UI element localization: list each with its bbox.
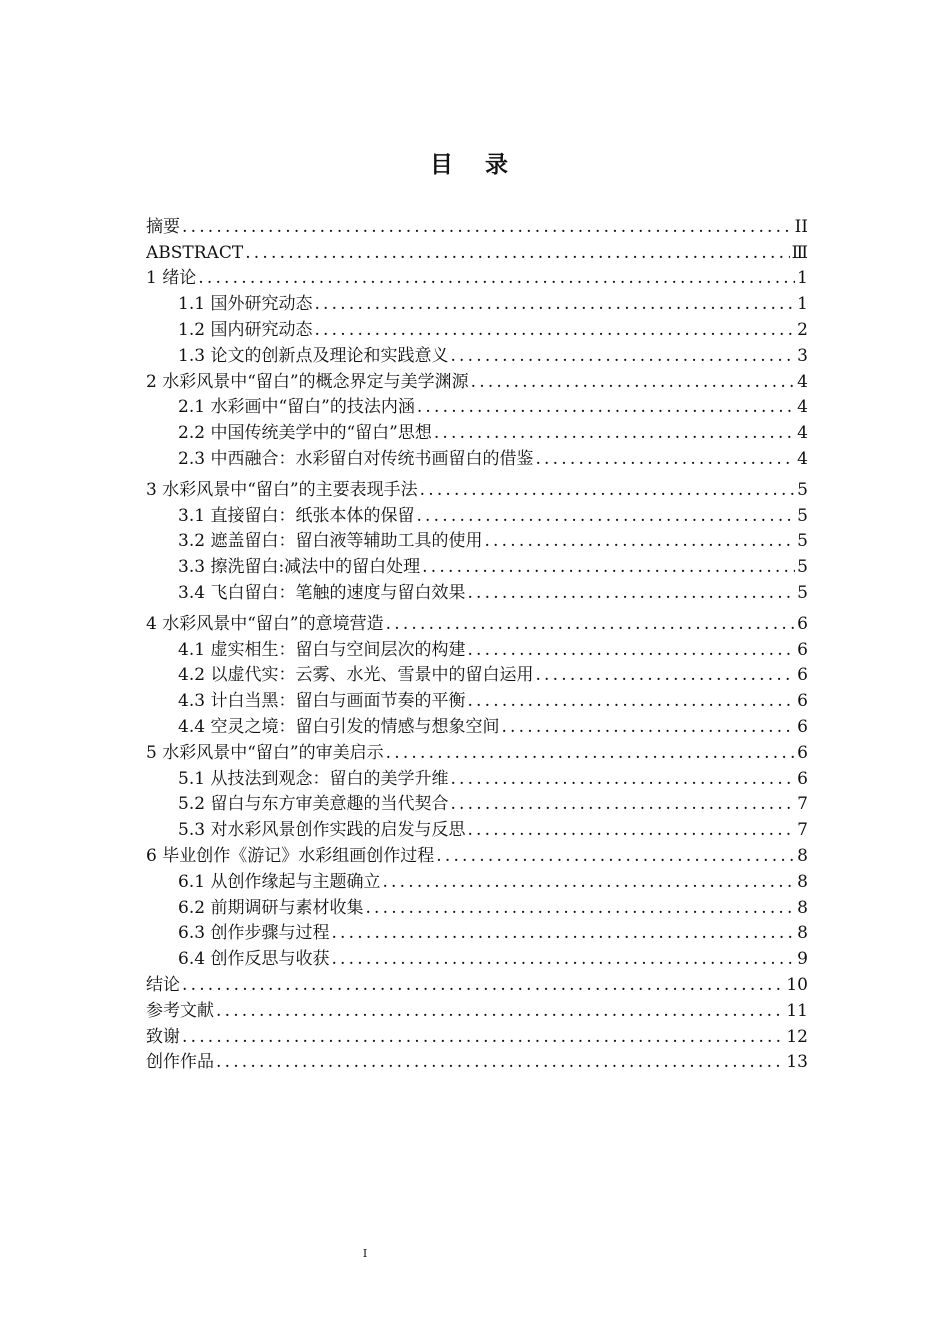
toc-entry-section-6-3[interactable]: [146, 919, 808, 945]
toc-entry-page: 6: [797, 742, 808, 763]
toc-entry-label: 3.3 擦洗留白:减法中的留白处理: [178, 557, 421, 578]
toc-entry-label: 3.1 直接留白：纸张本体的保留: [178, 505, 415, 526]
toc-entry-label: 结论: [146, 974, 180, 995]
toc-entry-chapter-3[interactable]: [146, 475, 808, 501]
toc-entry-section-6-1[interactable]: [146, 867, 808, 893]
table-of-contents: [146, 212, 808, 1073]
toc-entry-label: 5.2 留白与东方审美意趣的当代契合: [178, 794, 449, 815]
toc-entry-chapter-4[interactable]: [146, 609, 808, 635]
toc-leader-dots: [448, 768, 795, 790]
toc-entry-label: 摘要: [146, 216, 180, 237]
toc-entry-label: 2.2 中国传统美学中的“留白”思想: [178, 423, 432, 444]
toc-entry-abstract-en[interactable]: [146, 238, 808, 264]
toc-entry-page: 5: [797, 582, 808, 603]
toc-entry-label: 6.2 前期调研与素材收集: [178, 897, 364, 918]
toc-entry-page: 4: [797, 423, 808, 444]
toc-entry-label: 参考文献: [146, 1000, 214, 1021]
toc-entry-label: 5.1 从技法到观念：留白的美学升维: [178, 768, 449, 789]
toc-entry-section-3-1[interactable]: [146, 501, 808, 527]
toc-entry-label: 2.3 中西融合：水彩留白对传统书画留白的借鉴: [178, 448, 534, 469]
toc-entry-acknowledgements[interactable]: [146, 1022, 808, 1048]
toc-entry-chapter-5[interactable]: [146, 738, 808, 764]
toc-entry-page: 9: [797, 949, 808, 970]
toc-entry-section-1-2[interactable]: [146, 315, 808, 341]
toc-entry-label: 3 水彩风景中“留白”的主要表现手法: [146, 479, 418, 500]
toc-leader-dots: [465, 819, 795, 841]
toc-leader-dots: [384, 613, 796, 635]
toc-entry-label: 1 绪论: [146, 268, 197, 289]
toc-entry-section-6-4[interactable]: [146, 944, 808, 970]
toc-entry-label: 创作作品: [146, 1052, 214, 1073]
toc-entry-section-5-1[interactable]: [146, 764, 808, 790]
toc-entry-label: 3.2 遮盖留白：留白液等辅助工具的使用: [178, 531, 483, 552]
toc-leader-dots: [499, 716, 795, 738]
toc-entry-label: 6 毕业创作《游记》水彩组画创作过程: [146, 845, 435, 866]
toc-leader-dots: [469, 371, 796, 393]
toc-entry-page: Ⅲ: [791, 242, 808, 263]
toc-entry-page: 1: [797, 294, 808, 315]
toc-leader-dots: [329, 922, 795, 944]
toc-leader-dots: [533, 664, 795, 686]
toc-entry-section-2-3[interactable]: [146, 444, 808, 470]
toc-leader-dots: [414, 505, 795, 527]
toc-entry-label: 致谢: [146, 1026, 180, 1047]
toc-entry-artworks[interactable]: [146, 1048, 808, 1074]
toc-entry-section-1-1[interactable]: [146, 289, 808, 315]
toc-entry-section-3-3[interactable]: [146, 552, 808, 578]
toc-entry-label: 2.1 水彩画中“留白”的技法内涵: [178, 397, 415, 418]
toc-entry-section-2-1[interactable]: [146, 393, 808, 419]
toc-leader-dots: [482, 530, 795, 552]
toc-entry-references[interactable]: [146, 996, 808, 1022]
toc-leader-dots: [312, 319, 795, 341]
toc-entry-page: 4: [797, 448, 808, 469]
toc-entry-label: 4.1 虚实相生：留白与空间层次的构建: [178, 639, 466, 660]
toc-entry-page: 6: [797, 613, 808, 634]
toc-entry-abstract-cn[interactable]: [146, 212, 808, 238]
toc-entry-section-4-3[interactable]: [146, 686, 808, 712]
toc-leader-dots: [420, 556, 795, 578]
toc-entry-section-5-3[interactable]: [146, 815, 808, 841]
toc-entry-page: 6: [797, 768, 808, 789]
toc-entry-page: 5: [797, 531, 808, 552]
toc-entry-label: ABSTRACT: [146, 242, 244, 263]
toc-entry-chapter-6[interactable]: [146, 841, 808, 867]
toc-entry-label: 6.3 创作步骤与过程: [178, 923, 330, 944]
toc-entry-label: 4.3 计白当黑：留白与画面节奏的平衡: [178, 691, 466, 712]
toc-entry-page: 7: [797, 794, 808, 815]
toc-entry-page: 8: [797, 897, 808, 918]
toc-entry-section-3-4[interactable]: [146, 578, 808, 604]
toc-entry-page: 5: [797, 557, 808, 578]
toc-leader-dots: [432, 422, 795, 444]
toc-entry-section-1-3[interactable]: [146, 341, 808, 367]
toc-leader-dots: [214, 1000, 784, 1022]
toc-entry-page: 8: [797, 845, 808, 866]
toc-entry-label: 1.1 国外研究动态: [178, 294, 313, 315]
toc-entry-page: 12: [786, 1026, 808, 1047]
toc-entry-label: 1.2 国内研究动态: [178, 319, 313, 340]
page-title: 目 录: [429, 152, 520, 178]
toc-entry-page: II: [794, 216, 808, 237]
toc-entry-conclusion[interactable]: [146, 970, 808, 996]
toc-entry-section-4-1[interactable]: [146, 635, 808, 661]
toc-leader-dots: [329, 948, 795, 970]
toc-entry-page: 4: [797, 371, 808, 392]
toc-leader-dots: [533, 448, 795, 470]
toc-leader-dots: [243, 242, 789, 264]
toc-leader-dots: [418, 479, 796, 501]
toc-leader-dots: [180, 974, 784, 996]
toc-entry-label: 3.4 飞白留白：笔触的速度与留白效果: [178, 582, 466, 603]
toc-leader-dots: [384, 742, 796, 764]
toc-entry-page: 6: [797, 665, 808, 686]
page-number: I: [362, 1247, 368, 1260]
toc-entry-section-2-2[interactable]: [146, 418, 808, 444]
toc-leader-dots: [434, 845, 795, 867]
toc-entry-page: 5: [797, 479, 808, 500]
toc-leader-dots: [180, 1026, 784, 1048]
toc-entry-section-3-2[interactable]: [146, 527, 808, 553]
toc-leader-dots: [415, 396, 795, 418]
toc-leader-dots: [465, 582, 795, 604]
toc-leader-dots: [180, 216, 793, 238]
toc-entry-page: 6: [797, 639, 808, 660]
toc-entry-section-6-2[interactable]: [146, 893, 808, 919]
toc-leader-dots: [380, 871, 795, 893]
toc-entry-label: 6.4 创作反思与收获: [178, 949, 330, 970]
toc-entry-page: 6: [797, 716, 808, 737]
toc-entry-page: 4: [797, 397, 808, 418]
toc-leader-dots: [465, 690, 795, 712]
toc-entry-page: 5: [797, 505, 808, 526]
toc-entry-label: 1.3 论文的创新点及理论和实践意义: [178, 345, 449, 366]
toc-entry-section-4-4[interactable]: [146, 712, 808, 738]
toc-entry-page: 7: [797, 820, 808, 841]
toc-leader-dots: [214, 1051, 784, 1073]
toc-entry-label: 4.4 空灵之境：留白引发的情感与想象空间: [178, 716, 500, 737]
toc-entry-section-4-2[interactable]: [146, 661, 808, 687]
toc-entry-page: 8: [797, 871, 808, 892]
toc-entry-page: 1: [797, 268, 808, 289]
toc-entry-page: 11: [786, 1000, 808, 1021]
toc-entry-label: 5.3 对水彩风景创作实践的启发与反思: [178, 820, 466, 841]
toc-entry-chapter-2[interactable]: [146, 367, 808, 393]
toc-entry-section-5-2[interactable]: [146, 790, 808, 816]
toc-entry-chapter-1[interactable]: [146, 264, 808, 290]
toc-entry-label: 4 水彩风景中“留白”的意境营造: [146, 613, 384, 634]
toc-entry-page: 3: [797, 345, 808, 366]
toc-leader-dots: [312, 293, 795, 315]
toc-entry-label: 4.2 以虚代实：云雾、水光、雪景中的留白运用: [178, 665, 534, 686]
toc-entry-page: 2: [797, 319, 808, 340]
toc-entry-page: 8: [797, 923, 808, 944]
toc-leader-dots: [448, 793, 795, 815]
toc-entry-page: 13: [786, 1052, 808, 1073]
toc-leader-dots: [196, 267, 795, 289]
toc-entry-label: 6.1 从创作缘起与主题确立: [178, 871, 381, 892]
toc-leader-dots: [448, 345, 795, 367]
toc-leader-dots: [465, 639, 795, 661]
toc-entry-page: 10: [786, 974, 808, 995]
toc-leader-dots: [363, 897, 795, 919]
toc-entry-label: 2 水彩风景中“留白”的概念界定与美学渊源: [146, 371, 469, 392]
toc-entry-page: 6: [797, 691, 808, 712]
toc-entry-label: 5 水彩风景中“留白”的审美启示: [146, 742, 384, 763]
